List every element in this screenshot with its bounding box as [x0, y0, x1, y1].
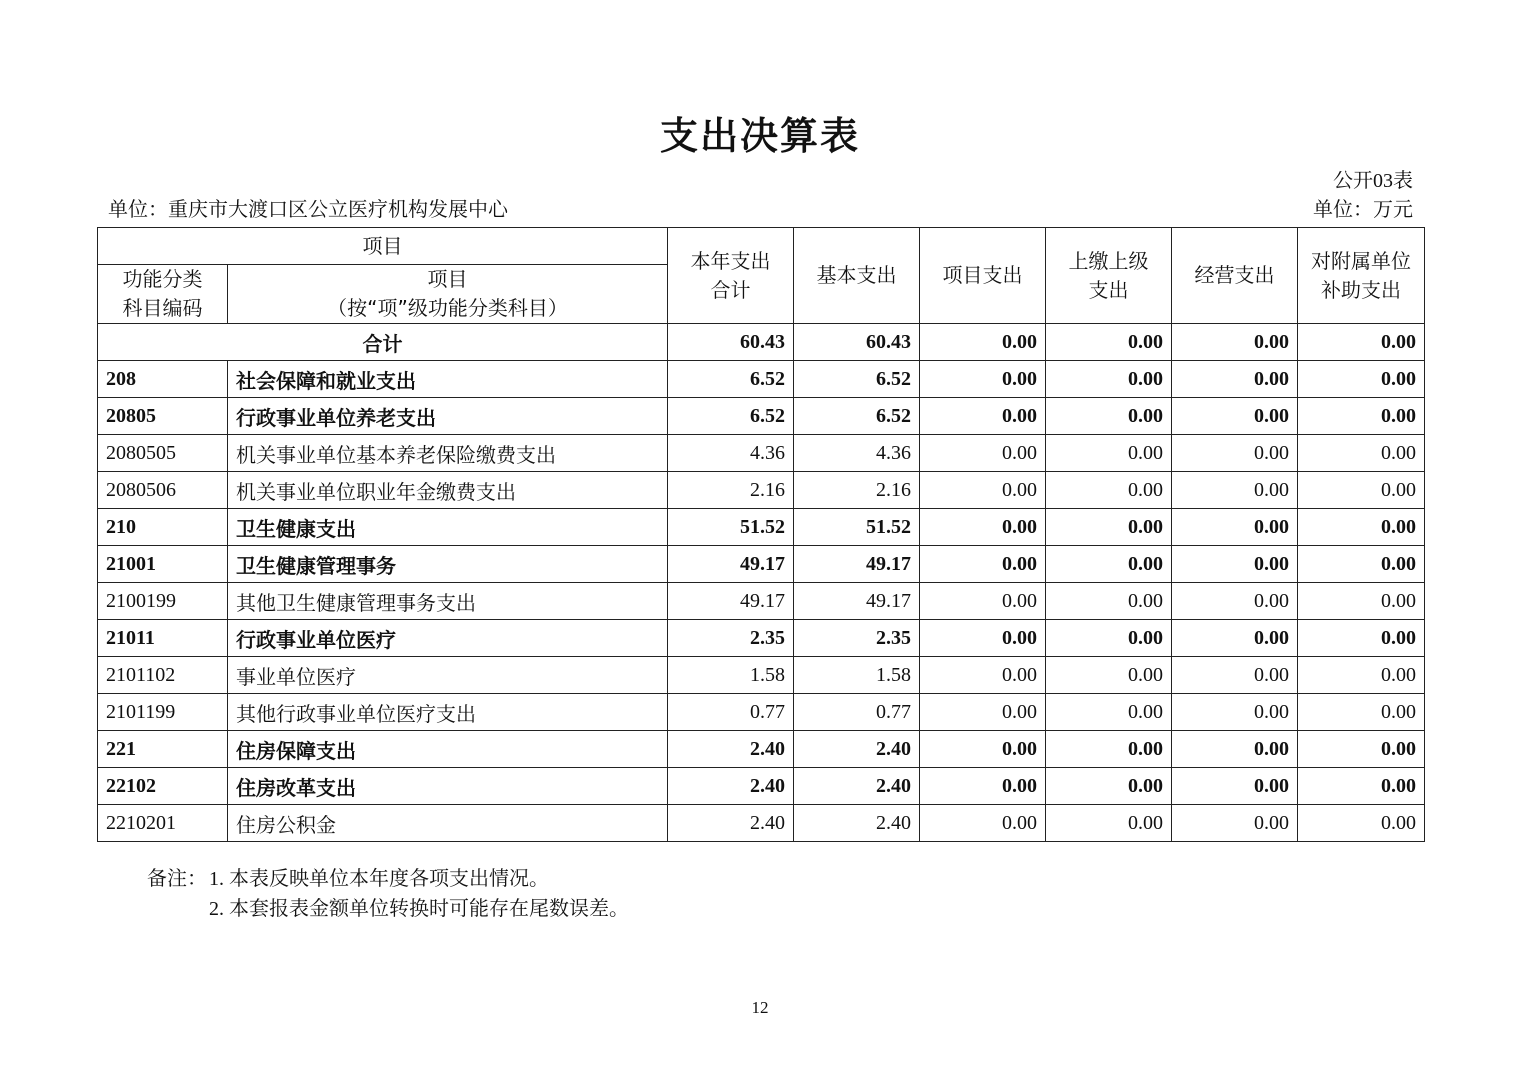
header-subsidy-line2: 补助支出	[1321, 277, 1401, 302]
header-basic: 基本支出	[794, 228, 920, 324]
currency-unit: 单位：万元	[1313, 199, 1413, 221]
row-value: 0.00	[1172, 472, 1298, 509]
row-code: 21011	[98, 620, 228, 657]
row-name: 行政事业单位养老支出	[228, 398, 668, 435]
note-item: 2. 本套报表金额单位转换时可能存在尾数误差。	[209, 898, 629, 920]
row-value: 0.00	[1172, 620, 1298, 657]
row-value: 0.00	[1298, 472, 1425, 509]
total-cell: 60.43	[668, 324, 794, 361]
table-row	[98, 435, 1425, 472]
row-value: 2.40	[668, 731, 794, 768]
header-upper	[1046, 228, 1172, 324]
total-cell: 0.00	[1298, 324, 1425, 361]
row-name: 社会保障和就业支出	[228, 361, 668, 398]
row-value: 0.00	[920, 657, 1046, 694]
row-name: 住房改革支出	[228, 768, 668, 805]
row-value: 0.00	[1172, 361, 1298, 398]
row-value: 2.16	[668, 472, 794, 509]
table-row	[98, 472, 1425, 509]
row-value: 0.00	[920, 768, 1046, 805]
row-value: 2.35	[668, 620, 794, 657]
row-value: 0.00	[920, 361, 1046, 398]
row-value: 6.52	[668, 398, 794, 435]
header-upper-line2: 支出	[1088, 277, 1129, 302]
row-code: 20805	[98, 398, 228, 435]
row-value: 49.17	[668, 583, 794, 620]
reporting-unit: 单位：重庆市大渡口区公立医疗机构发展中心	[108, 199, 508, 221]
header-code-line2: 科目编码	[122, 296, 203, 320]
total-cell: 0.00	[920, 324, 1046, 361]
row-value: 0.00	[1172, 731, 1298, 768]
row-value: 0.00	[920, 805, 1046, 842]
row-name: 其他卫生健康管理事务支出	[228, 583, 668, 620]
row-value: 2.40	[794, 768, 920, 805]
row-value: 0.00	[1172, 694, 1298, 731]
row-value: 49.17	[668, 546, 794, 583]
row-value: 0.00	[1298, 583, 1425, 620]
row-code: 210	[98, 509, 228, 546]
row-name: 其他行政事业单位医疗支出	[228, 694, 668, 731]
header-code	[98, 265, 228, 324]
header-code-line1: 功能分类	[122, 267, 203, 291]
row-value: 49.17	[794, 546, 920, 583]
note-item: 1. 本表反映单位本年度各项支出情况。	[209, 868, 549, 890]
header-total	[668, 228, 794, 324]
row-value: 0.00	[1298, 768, 1425, 805]
row-name: 行政事业单位医疗	[228, 620, 668, 657]
row-name: 机关事业单位基本养老保险缴费支出	[228, 435, 668, 472]
row-value: 0.77	[794, 694, 920, 731]
row-value: 0.00	[1046, 731, 1172, 768]
table-row	[98, 620, 1425, 657]
row-value: 0.00	[1298, 435, 1425, 472]
row-value: 0.00	[1046, 546, 1172, 583]
header-item-line2: （按“项”级功能分类科目）	[327, 296, 568, 320]
row-value: 0.00	[1298, 546, 1425, 583]
row-value: 0.00	[1172, 398, 1298, 435]
row-code: 208	[98, 361, 228, 398]
row-code: 22102	[98, 768, 228, 805]
row-value: 0.00	[1046, 768, 1172, 805]
table-row	[98, 731, 1425, 768]
row-value: 0.00	[1172, 805, 1298, 842]
row-code: 221	[98, 731, 228, 768]
row-value: 2.16	[794, 472, 920, 509]
row-value: 0.77	[668, 694, 794, 731]
table-row	[98, 398, 1425, 435]
row-value: 0.00	[920, 435, 1046, 472]
header-subsidy-line1: 对附属单位	[1311, 248, 1411, 273]
row-value: 0.00	[1298, 694, 1425, 731]
row-value: 0.00	[1046, 620, 1172, 657]
row-value: 0.00	[920, 509, 1046, 546]
header-project: 项目支出	[920, 228, 1046, 324]
table-row	[98, 657, 1425, 694]
row-value: 0.00	[920, 694, 1046, 731]
row-value: 6.52	[668, 361, 794, 398]
total-cell: 0.00	[1172, 324, 1298, 361]
expenditure-table	[97, 227, 1425, 842]
row-value: 0.00	[1172, 509, 1298, 546]
row-value: 0.00	[1046, 694, 1172, 731]
row-value: 0.00	[1046, 435, 1172, 472]
row-value: 0.00	[1298, 398, 1425, 435]
row-value: 0.00	[1172, 583, 1298, 620]
row-value: 4.36	[668, 435, 794, 472]
row-value: 49.17	[794, 583, 920, 620]
row-value: 0.00	[1172, 768, 1298, 805]
row-value: 0.00	[920, 472, 1046, 509]
row-value: 0.00	[1298, 657, 1425, 694]
table-row	[98, 361, 1425, 398]
row-value: 1.58	[668, 657, 794, 694]
page-number: 12	[751, 998, 769, 1017]
total-row	[98, 324, 1425, 361]
table-row	[98, 509, 1425, 546]
row-value: 0.00	[920, 546, 1046, 583]
row-value: 0.00	[1172, 435, 1298, 472]
row-name: 住房公积金	[228, 805, 668, 842]
notes-label: 备注：	[147, 868, 207, 890]
row-value: 51.52	[794, 509, 920, 546]
table-row	[98, 768, 1425, 805]
row-value: 0.00	[1046, 472, 1172, 509]
form-code: 公开03表	[1333, 170, 1413, 192]
table-row	[98, 805, 1425, 842]
row-value: 0.00	[1046, 657, 1172, 694]
row-value: 0.00	[1172, 546, 1298, 583]
row-name: 住房保障支出	[228, 731, 668, 768]
header-item	[228, 265, 668, 324]
row-value: 6.52	[794, 361, 920, 398]
total-cell: 0.00	[1046, 324, 1172, 361]
row-value: 2.40	[794, 805, 920, 842]
row-value: 6.52	[794, 398, 920, 435]
row-name: 事业单位医疗	[228, 657, 668, 694]
row-value: 0.00	[920, 398, 1046, 435]
row-value: 0.00	[920, 731, 1046, 768]
total-label: 合计	[98, 324, 668, 361]
table-row	[98, 694, 1425, 731]
page-title: 支出决算表	[659, 114, 860, 158]
row-name: 机关事业单位职业年金缴费支出	[228, 472, 668, 509]
row-name: 卫生健康管理事务	[228, 546, 668, 583]
row-code: 2101102	[98, 657, 228, 694]
row-value: 0.00	[920, 583, 1046, 620]
notes	[147, 864, 629, 924]
header-total-line1: 本年支出	[690, 248, 771, 273]
row-value: 2.40	[668, 805, 794, 842]
row-value: 0.00	[1046, 805, 1172, 842]
total-cell: 60.43	[794, 324, 920, 361]
row-code: 2210201	[98, 805, 228, 842]
header-item-line1: 项目	[427, 267, 468, 291]
row-value: 2.35	[794, 620, 920, 657]
row-name: 卫生健康支出	[228, 509, 668, 546]
table-row	[98, 546, 1425, 583]
row-value: 2.40	[794, 731, 920, 768]
row-value: 0.00	[1046, 398, 1172, 435]
row-value: 0.00	[1298, 805, 1425, 842]
row-value: 0.00	[1298, 620, 1425, 657]
row-value: 1.58	[794, 657, 920, 694]
row-value: 0.00	[1298, 509, 1425, 546]
row-value: 0.00	[1298, 731, 1425, 768]
header-subsidy	[1298, 228, 1425, 324]
header-upper-line1: 上缴上级	[1068, 248, 1149, 273]
row-value: 0.00	[920, 620, 1046, 657]
row-code: 2080506	[98, 472, 228, 509]
header-total-line2: 合计	[710, 277, 751, 302]
row-code: 2100199	[98, 583, 228, 620]
row-code: 2080505	[98, 435, 228, 472]
row-code: 2101199	[98, 694, 228, 731]
table-row	[98, 583, 1425, 620]
row-value: 0.00	[1046, 361, 1172, 398]
row-value: 0.00	[1298, 361, 1425, 398]
row-value: 4.36	[794, 435, 920, 472]
header-item-group: 项目	[98, 228, 668, 265]
header-business: 经营支出	[1172, 228, 1298, 324]
row-value: 51.52	[668, 509, 794, 546]
row-value: 0.00	[1046, 583, 1172, 620]
row-value: 0.00	[1172, 657, 1298, 694]
row-value: 0.00	[1046, 509, 1172, 546]
row-code: 21001	[98, 546, 228, 583]
row-value: 2.40	[668, 768, 794, 805]
